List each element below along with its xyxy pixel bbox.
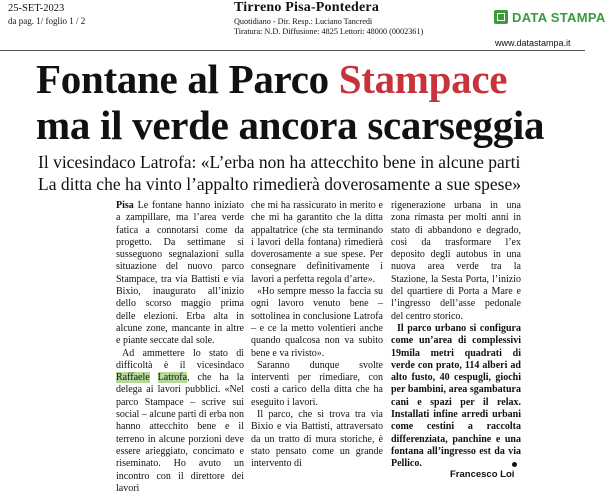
website-link[interactable]: www.datastampa.it [495,38,571,48]
headline-line-2: ma il verde ancora scarseggia [36,102,545,148]
paragraph-text: Le fontane hanno iniziato a zampillare, ma l’area verde fatica a connotarsi come da progetto. Da settimane si susseguono segnalazioni sulla situazione del nuovo parco Stampace, tra via Battisti e via Bixio, inaugurato all’inizio dello scorso maggio prima delle elezioni. Erba alta in alcune zone, mancante in altre e piante seccate dal sole. [116,200,244,347]
subtitle-line-1: Il vicesindaco Latrofa: «L’erba non ha attecchito bene in alcune parti [38,152,521,172]
paragraph: Saranno dunque svolte interventi per rimediare, con costi a carico della ditta che ha eseguito i lavori. [251,359,383,408]
header-divider [0,50,585,51]
article-column-2 [251,200,383,471]
paragraph: che mi ha rassicurato in merito e che mi ha garantito che la ditta appaltatrice (che sta terminando i lavori della fontana) rimedierà doverosamente a sue spese. Per consegnare definitivamente i lavori a perfetta regola d’arte». [251,200,383,285]
meta-circulation: Tiratura: N.D. Diffusione: 4825 Lettori: 48000 (0002361) [234,27,424,36]
paragraph: «Ho sempre messo la faccia su ogni lavoro venuto bene – sottolinea in conclusione Latrofa – e ce la metto volentieri anche quando qualcosa non va subito bene e va rivisto». [251,286,383,359]
paragraph [116,348,244,495]
page-info: da pag. 1/ foglio 1 / 2 [8,16,86,26]
paragraph [116,200,244,348]
paragraph-bold: Il parco urbano si configura come un’area di complessivi 19mila metri quadrati di verde con prato, 114 alberi ad alto fusto, 40 cespugli, giochi per bambini, area sgambatura cani e spazi per il relax. Installati infine arredi urbani come cestini a raccolta differenziata, panchine e una fontana all’ingresso est da via Pellico. [391,322,521,470]
paragraph: rigenerazione urbana in una zona rimasta per molti anni in stato di abbandono e degrado, così da trasformare l’ex deposito degli autobus in una nuova area verde tra la Stazione, la Sesta Porta, l’inizio del quartiere di Porta a Mare e l’ingresso dell’asse pedonale del centro storico. [391,200,521,322]
article-column-3 [391,200,521,471]
dateline: Pisa [116,200,134,211]
headline-highlight: Stampace [338,56,508,102]
author-byline: Francesco Loi [450,469,515,480]
logo-icon [494,10,508,24]
headline-text: Fontane al Parco [36,56,339,102]
paragraph: Il parco, che si trova tra via Bixio e via Battisti, attraversato da un tratto di mura storiche, è stato pensato come un grande intervento di [251,409,383,470]
end-mark [512,462,517,467]
paragraph-text: , che ha la delega ai lavori pubblici. «Nel parco Stampace – scrive sui social – alcune parti di erba non hanno attecchito bene e il terreno in alcune porzioni deve essere arieggiato, concimato e riseminato. Ho avuto un incontro con il direttore dei lavori [116,372,244,494]
headline-line-1 [36,56,507,102]
highlighted-name: Raffaele [116,372,150,384]
meta-director: Quotidiano - Dir. Resp.: Luciano Tancredi [234,17,373,26]
publication-name: Tirreno Pisa-Pontedera [234,0,380,15]
publication-meta [234,17,423,37]
data-stampa-logo [494,10,606,28]
article-column-1 [116,200,244,495]
paragraph-text: Ad ammettere lo stato di difficoltà è il vicesindaco [116,347,244,371]
logo-text: DATA STAMPA [512,10,606,25]
subtitle-line-2: La ditta che ha vinto l’appalto rimedierà doverosamente a sue spese» [38,174,522,194]
highlighted-surname: Latrofa [157,372,188,384]
publication-date: 25-SET-2023 [8,3,65,14]
